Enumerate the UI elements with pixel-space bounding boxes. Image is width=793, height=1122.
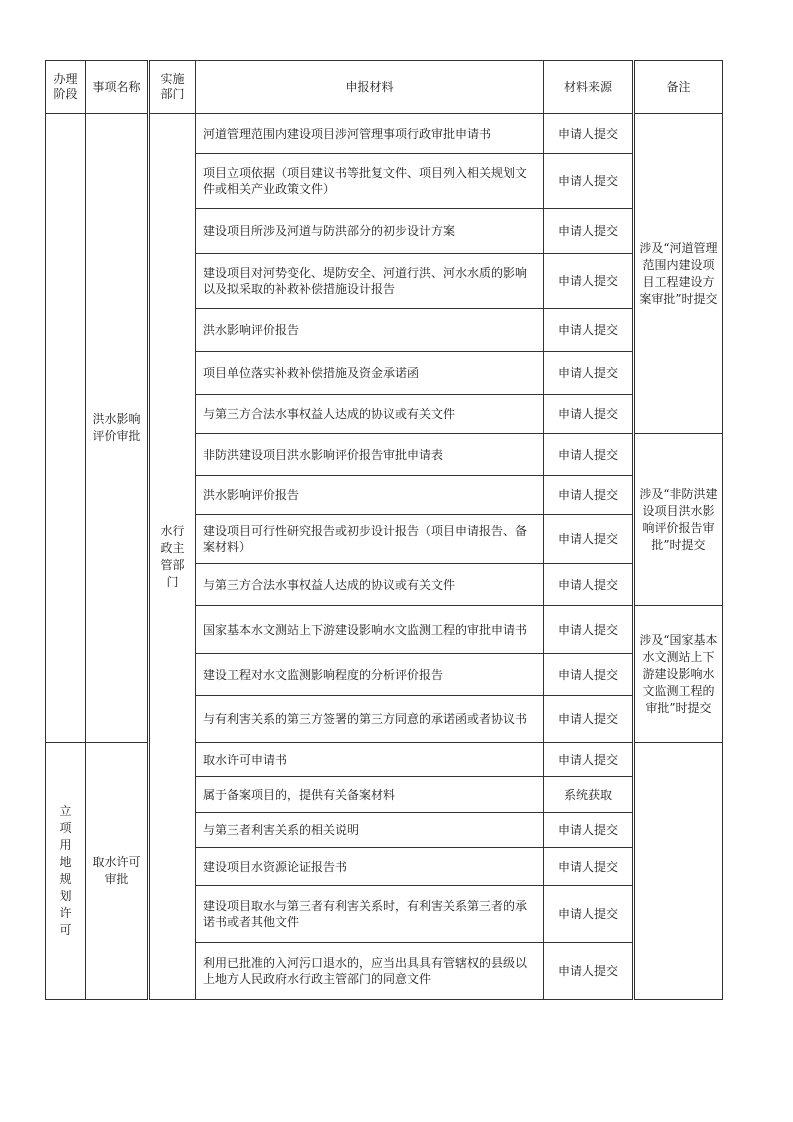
- note-empty: [634, 743, 723, 1000]
- source-text: 申请人提交: [544, 476, 634, 515]
- table-row: [46, 114, 723, 154]
- source-text: 申请人提交: [544, 743, 634, 777]
- materials-table: [45, 60, 723, 1000]
- item-cell-water: [86, 743, 149, 1000]
- header-dept: 实施部门: [149, 61, 196, 114]
- material-text: 非防洪建设项目洪水影响评价报告审批申请表: [196, 434, 544, 476]
- header-note: 备注: [634, 61, 723, 114]
- material-text: 与第三方合法水事权益人达成的协议或有关文件: [196, 564, 544, 606]
- header-source: 材料来源: [544, 61, 634, 114]
- material-text: 建设项目可行性研究报告或初步设计报告（项目申请报告、备案材料）: [196, 515, 544, 564]
- material-text: 建设项目所涉及河道与防洪部分的初步设计方案: [196, 209, 544, 254]
- source-text: 申请人提交: [544, 309, 634, 352]
- source-text: 申请人提交: [544, 654, 634, 696]
- source-text: 申请人提交: [544, 254, 634, 309]
- dept-cell: [149, 114, 196, 1000]
- material-text: 取水许可申请书: [196, 743, 544, 777]
- source-text: 申请人提交: [544, 943, 634, 1000]
- source-text: 申请人提交: [544, 696, 634, 743]
- source-text: 申请人提交: [544, 606, 634, 654]
- material-text: 建设项目对河势变化、堤防安全、河道行洪、河水水质的影响以及拟采取的补救补偿措施设计报告: [196, 254, 544, 309]
- header-row: [46, 61, 723, 114]
- source-text: 申请人提交: [544, 434, 634, 476]
- header-item: 事项名称: [86, 61, 149, 114]
- source-text: 申请人提交: [544, 515, 634, 564]
- source-text: 申请人提交: [544, 564, 634, 606]
- source-text: 申请人提交: [544, 352, 634, 395]
- source-text: 申请人提交: [544, 114, 634, 154]
- note-text: 涉及“国家基本水文测站上下游建设影响水文监测工程的审批”时提交: [634, 606, 723, 743]
- material-text: 与有利害关系的第三方签署的第三方同意的承诺函或者协议书: [196, 696, 544, 743]
- header-stage: 办理阶段: [46, 61, 86, 114]
- material-text: 利用已批准的入河污口退水的，应当出具具有管辖权的县级以上地方人民政府水行政主管部门的同意文件: [196, 943, 544, 1000]
- material-text: 洪水影响评价报告: [196, 476, 544, 515]
- item-name-water: 取水许可审批: [92, 855, 141, 886]
- material-text: 与第三者利害关系的相关说明: [196, 813, 544, 848]
- stage-cell: [46, 743, 86, 1000]
- source-text: 申请人提交: [544, 395, 634, 434]
- item-cell-flood: [86, 114, 149, 743]
- header-material: 申报材料: [196, 61, 544, 114]
- material-text: 国家基本水文测站上下游建设影响水文监测工程的审批申请书: [196, 606, 544, 654]
- source-text: 申请人提交: [544, 154, 634, 209]
- note-text: 涉及“非防洪建设项目洪水影响评价报告审批”时提交: [634, 434, 723, 606]
- dept-name: 水行政主管部门: [160, 523, 185, 589]
- stage-cell-empty: [46, 114, 86, 743]
- source-text: 系统获取: [544, 777, 634, 813]
- material-text: 建设项目水资源论证报告书: [196, 848, 544, 886]
- source-text: 申请人提交: [544, 813, 634, 848]
- material-text: 建设项目取水与第三者有利害关系时，有利害关系第三者的承诺书或者其他文件: [196, 886, 544, 943]
- material-text: 与第三方合法水事权益人达成的协议或有关文件: [196, 395, 544, 434]
- stage-name: 立项用地规划许可: [59, 804, 72, 937]
- source-text: 申请人提交: [544, 848, 634, 886]
- source-text: 申请人提交: [544, 886, 634, 943]
- material-text: 项目单位落实补救补偿措施及资金承诺函: [196, 352, 544, 395]
- item-name-flood: 洪水影响评价审批: [92, 412, 141, 443]
- table-row: [46, 743, 723, 777]
- note-text: 涉及“河道管理范围内建设项目工程建设方案审批”时提交: [634, 114, 723, 434]
- material-text: 河道管理范围内建设项目涉河管理事项行政审批申请书: [196, 114, 544, 154]
- source-text: 申请人提交: [544, 209, 634, 254]
- material-text: 项目立项依据（项目建议书等批复文件、项目列入相关规划文件或相关产业政策文件）: [196, 154, 544, 209]
- material-text: 建设工程对水文监测影响程度的分析评价报告: [196, 654, 544, 696]
- material-text: 洪水影响评价报告: [196, 309, 544, 352]
- material-text: 属于备案项目的，提供有关备案材料: [196, 777, 544, 813]
